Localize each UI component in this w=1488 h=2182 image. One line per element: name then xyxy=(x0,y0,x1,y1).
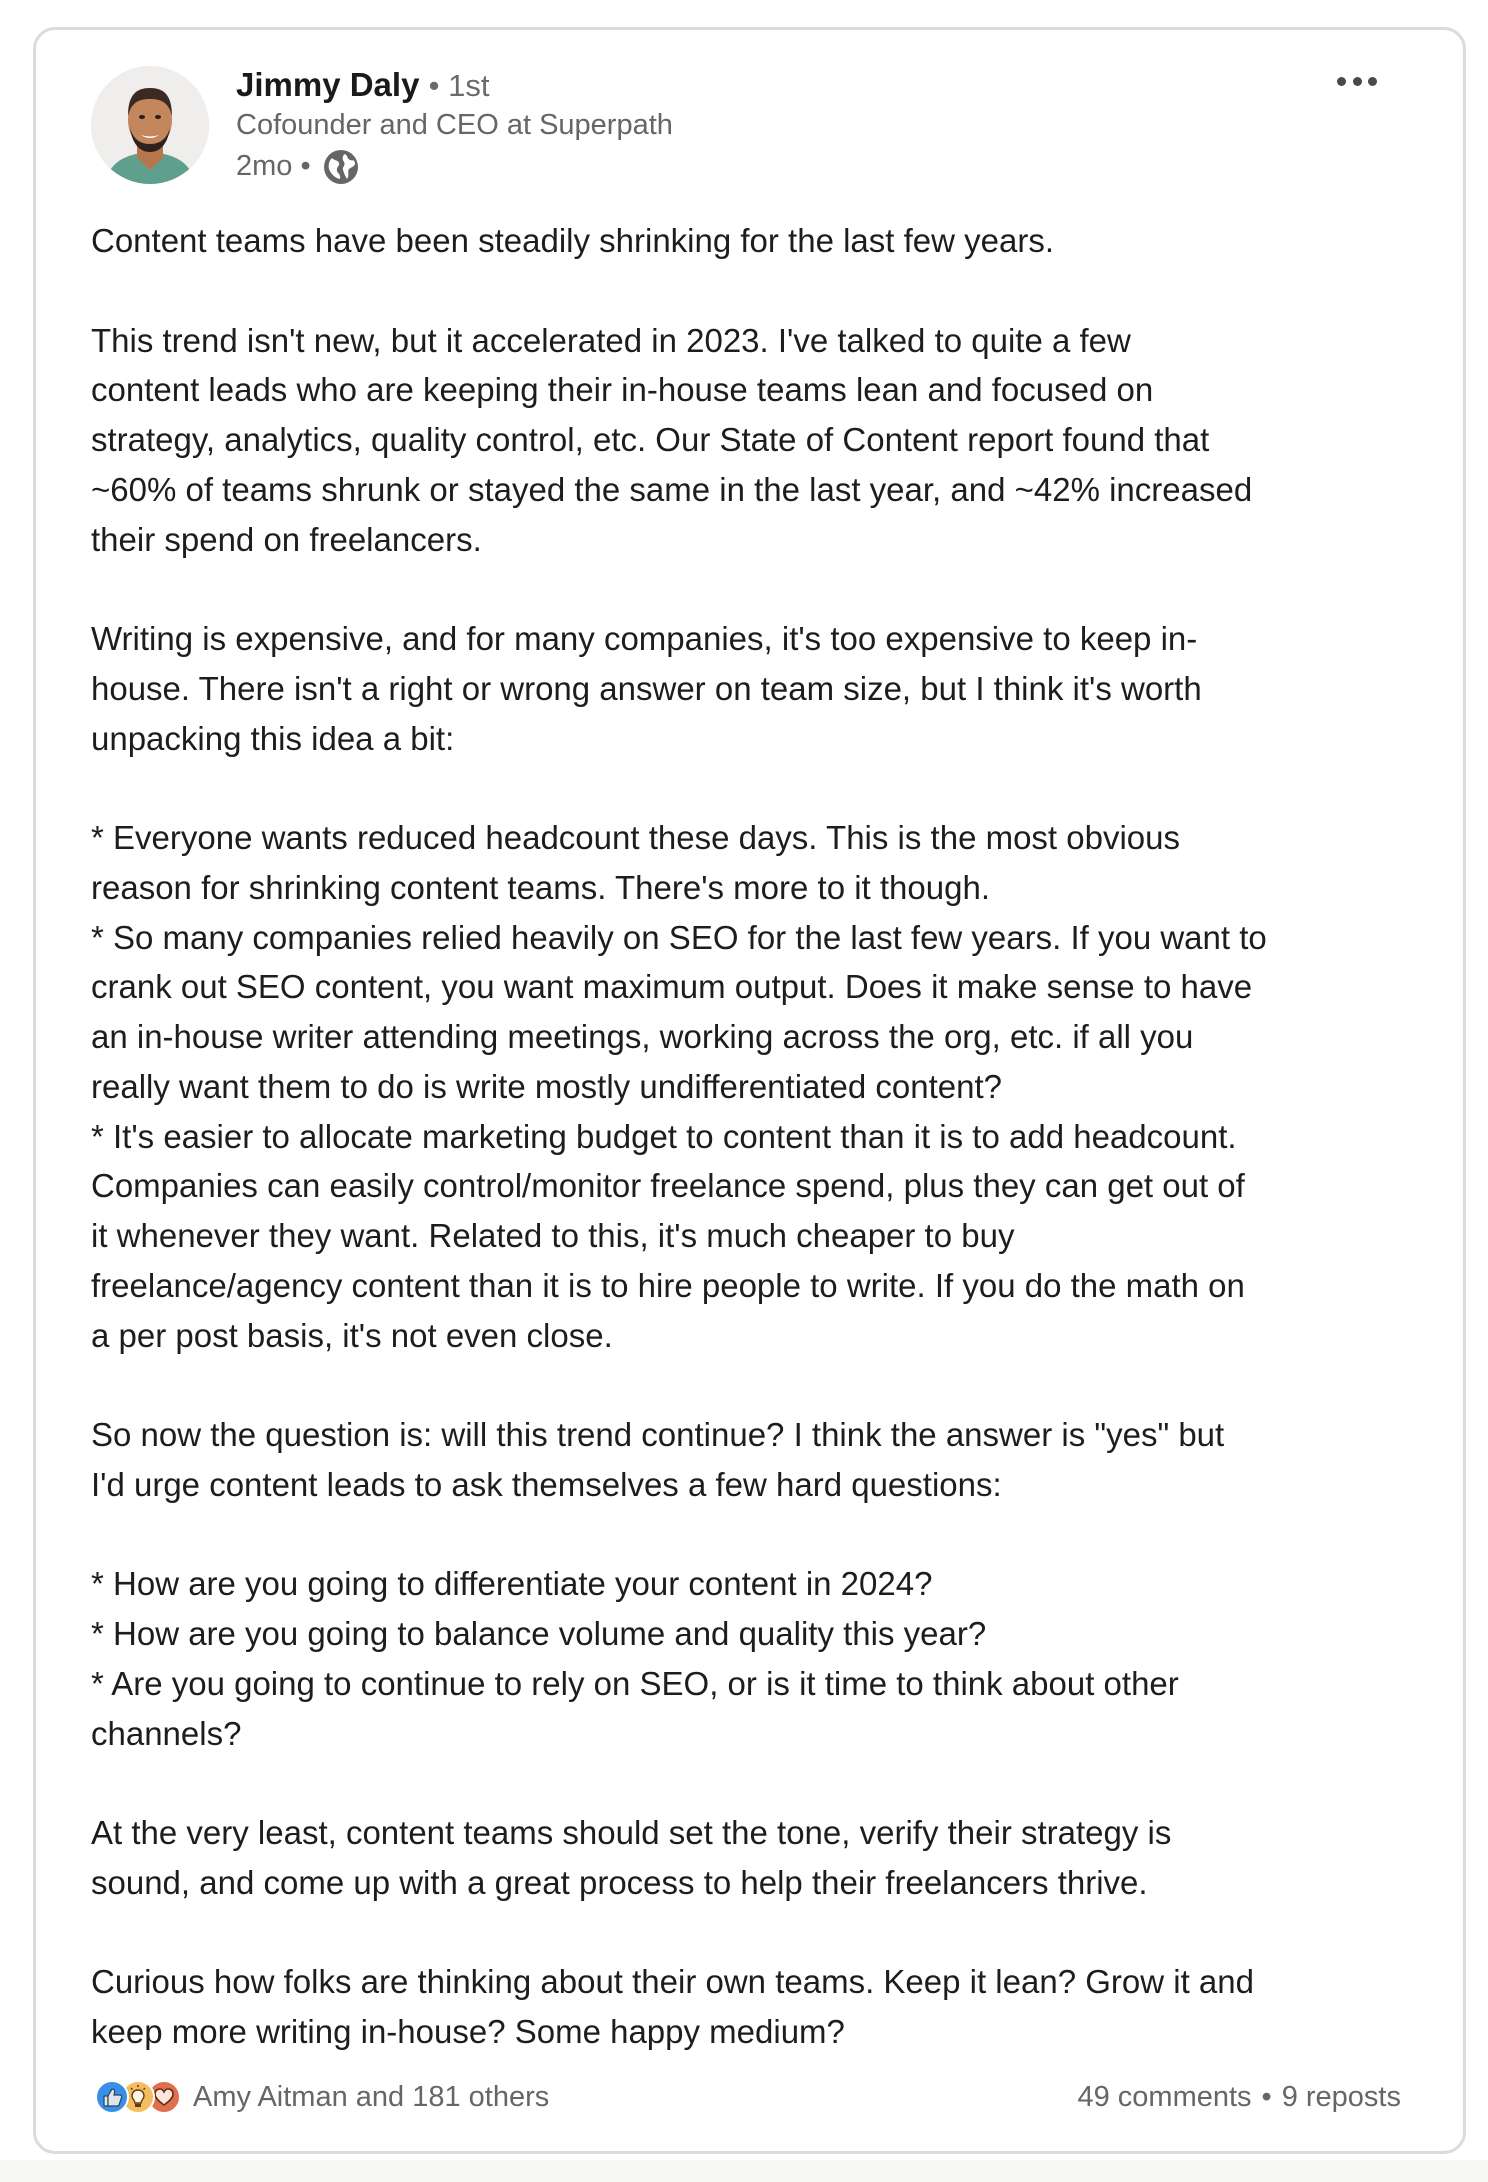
post-body-line xyxy=(91,1360,1411,1410)
post-body-line: it whenever they want. Related to this, it's much cheaper to buy xyxy=(91,1217,1015,1254)
post-time[interactable]: 2mo • xyxy=(236,150,311,182)
post-body-line xyxy=(91,266,1411,316)
like-icon xyxy=(95,2080,129,2114)
post-body-line: keep more writing in-house? Some happy medium? xyxy=(91,2013,845,2050)
social-counts xyxy=(95,2077,1401,2117)
post-body-line: This trend isn't new, but it accelerated in 2023. I've talked to quite a few xyxy=(91,321,1131,359)
reactors-text[interactable]: Amy Aitman and 181 others xyxy=(193,2080,550,2113)
more-dot-icon xyxy=(1368,77,1377,86)
post-body-line: their spend on freelancers. xyxy=(91,520,482,558)
post-body-line xyxy=(91,1758,1411,1808)
post-body-line xyxy=(91,1510,1411,1560)
post-body-line: At the very least, content teams should set the tone, verify their strategy is xyxy=(91,1814,1172,1851)
author-name[interactable]: Jimmy Daly xyxy=(236,66,420,103)
post-body-line: * Everyone wants reduced headcount these days. This is the most obvious xyxy=(91,819,1181,856)
post-body-line: Companies can easily control/monitor freelance spend, plus they can get out of xyxy=(91,1167,1245,1205)
post-body xyxy=(91,216,1411,2057)
post-card xyxy=(33,27,1466,2154)
post-body-line: I'd urge content leads to ask themselves a few hard questions: xyxy=(91,1465,1002,1503)
post-body-line: Writing is expensive, and for many companies, it's too expensive to keep in- xyxy=(91,620,1198,657)
reactions-summary[interactable] xyxy=(95,2080,549,2114)
connection-degree: • 1st xyxy=(428,68,490,103)
post-body-line: ~60% of teams shrunk or stayed the same in the last year, and ~42% increased xyxy=(91,470,1253,508)
post-body-line: sound, and come up with a great process to help their freelancers thrive. xyxy=(91,1863,1148,1901)
comments-count[interactable]: 49 comments xyxy=(1077,2080,1252,2113)
post-body-line: reason for shrinking content teams. There's more to it though. xyxy=(91,868,990,906)
author-name-line xyxy=(236,64,673,105)
post-body-line: house. There isn't a right or wrong answer on team size, but I think it's worth xyxy=(91,669,1202,707)
post-body-line: unpacking this idea a bit: xyxy=(91,719,455,757)
post-body-line: really want them to do is write mostly undifferentiated content? xyxy=(91,1067,1003,1105)
post-body-line: crank out SEO content, you want maximum output. Does it make sense to have xyxy=(91,968,1253,1006)
post-body-line xyxy=(91,763,1411,813)
post-body-line xyxy=(91,564,1411,614)
post-body-line: Curious how folks are thinking about their own teams. Keep it lean? Grow it and xyxy=(91,1963,1254,2001)
stats-separator: • xyxy=(1261,2080,1272,2113)
post-body-line: * How are you going to differentiate your content in 2024? xyxy=(91,1565,933,1603)
post-body-line: * Are you going to continue to rely on SEO, or is it time to think about other xyxy=(91,1664,1179,1702)
author-info xyxy=(236,64,673,187)
more-dot-icon xyxy=(1337,77,1346,86)
post-body-line: * It's easier to allocate marketing budget to content than it is to add headcount. xyxy=(91,1117,1237,1155)
reposts-count[interactable]: 9 reposts xyxy=(1281,2080,1401,2113)
avatar-photo xyxy=(91,66,209,184)
post-body-line: * So many companies relied heavily on SEO for the last few years. If you want to xyxy=(91,918,1267,956)
more-options-button[interactable] xyxy=(1337,74,1377,88)
post-body-line: an in-house writer attending meetings, working across the org, etc. if all you xyxy=(91,1018,1194,1055)
post-body-line: content leads who are keeping their in-house teams lean and focused on xyxy=(91,371,1154,409)
post-body-line: Content teams have been steadily shrinking for the last few years. xyxy=(91,222,1055,259)
engagement-stats xyxy=(1077,2081,1401,2114)
post-body-line xyxy=(91,1908,1411,1958)
post-body-line: * How are you going to balance volume and quality this year? xyxy=(91,1615,987,1652)
post-body-line: strategy, analytics, quality control, etc. Our State of Content report found that xyxy=(91,421,1210,458)
page-background xyxy=(0,2160,1488,2182)
globe-icon xyxy=(323,149,359,185)
author-avatar[interactable] xyxy=(91,66,209,184)
post-body-line: channels? xyxy=(91,1714,242,1752)
post-body-line: a per post basis, it's not even close. xyxy=(91,1316,613,1354)
author-headline: Cofounder and CEO at Superpath xyxy=(236,109,673,141)
post-body-line: freelance/agency content than it is to hire people to write. If you do the math on xyxy=(91,1266,1245,1304)
post-body-line: So now the question is: will this trend continue? I think the answer is "yes" but xyxy=(91,1416,1225,1453)
post-meta xyxy=(236,146,673,187)
more-dot-icon xyxy=(1353,77,1362,86)
